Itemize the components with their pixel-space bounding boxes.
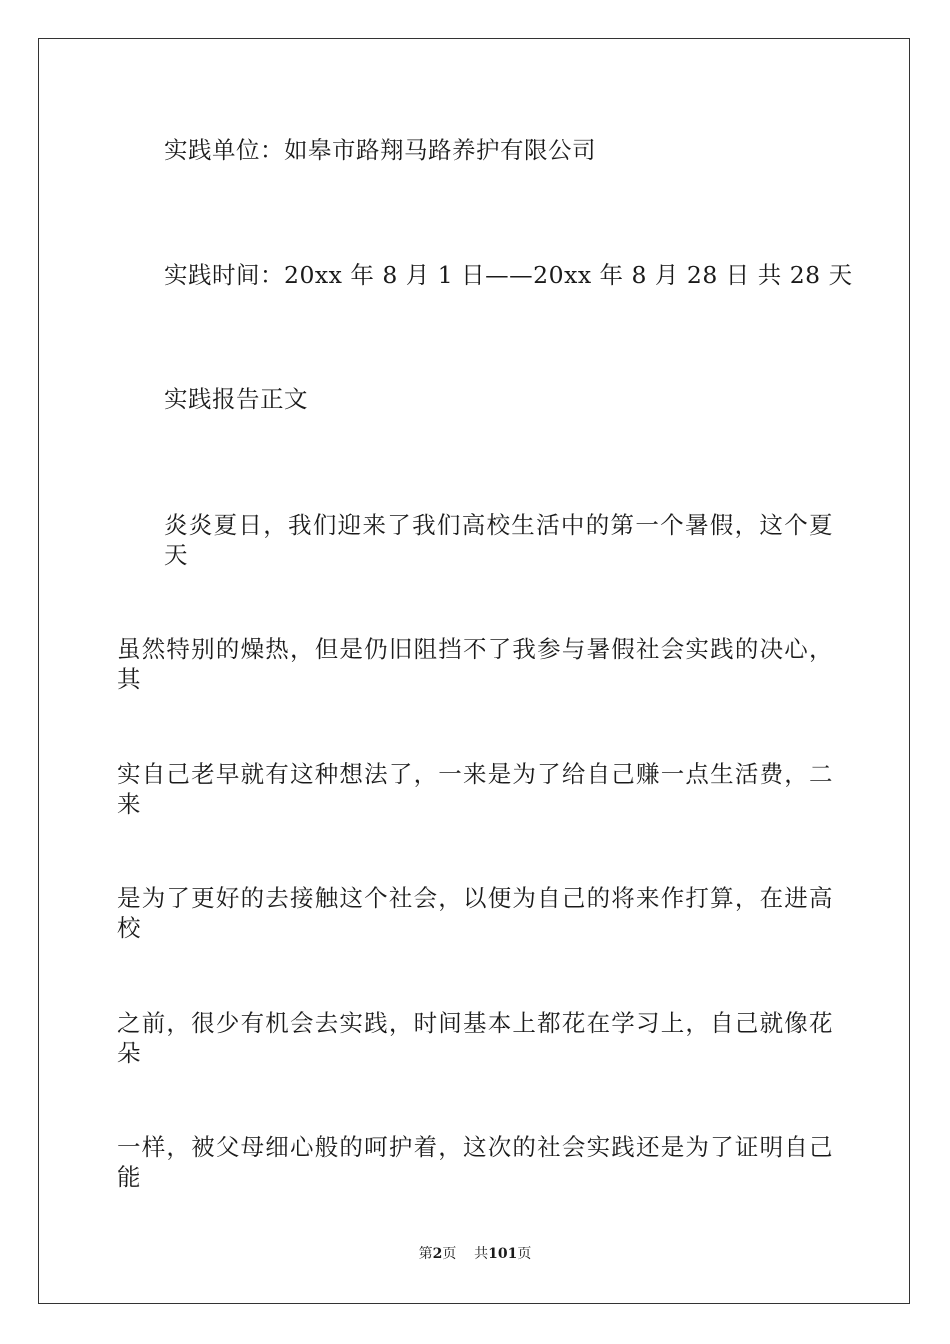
paragraph-line-5: 之前，很少有机会去实践，时间基本上都花在学习上，自己就像花朵	[117, 1009, 833, 1067]
paragraph-line-2: 虽然特别的燥热，但是仍旧阻挡不了我参与暑假社会实践的决心，其	[117, 635, 833, 693]
page-suffix: 页	[442, 1246, 457, 1262]
page-prefix: 第	[418, 1246, 433, 1262]
paragraph-line-3: 实自己老早就有这种想法了，一来是为了给自己赚一点生活费，二来	[117, 760, 833, 818]
page-footer	[0, 1244, 950, 1264]
total-prefix: 共	[474, 1246, 489, 1262]
practice-unit: 实践单位：如皋市路翔马路养护有限公司	[164, 136, 596, 164]
total-pages: 101	[488, 1246, 518, 1262]
section-title: 实践报告正文	[164, 385, 308, 413]
page-number: 2	[432, 1246, 443, 1262]
total-suffix: 页	[517, 1246, 532, 1262]
paragraph-line-4: 是为了更好的去接触这个社会，以便为自己的将来作打算，在进高校	[117, 884, 833, 942]
practice-time: 实践时间：20xx 年 8 月 1 日——20xx 年 8 月 28 日 共 28 天	[164, 261, 853, 289]
paragraph-line-6: 一样，被父母细心般的呵护着，这次的社会实践还是为了证明自己能	[117, 1133, 833, 1191]
paragraph-line-1: 炎炎夏日，我们迎来了我们高校生活中的第一个暑假，这个夏天	[164, 511, 833, 569]
